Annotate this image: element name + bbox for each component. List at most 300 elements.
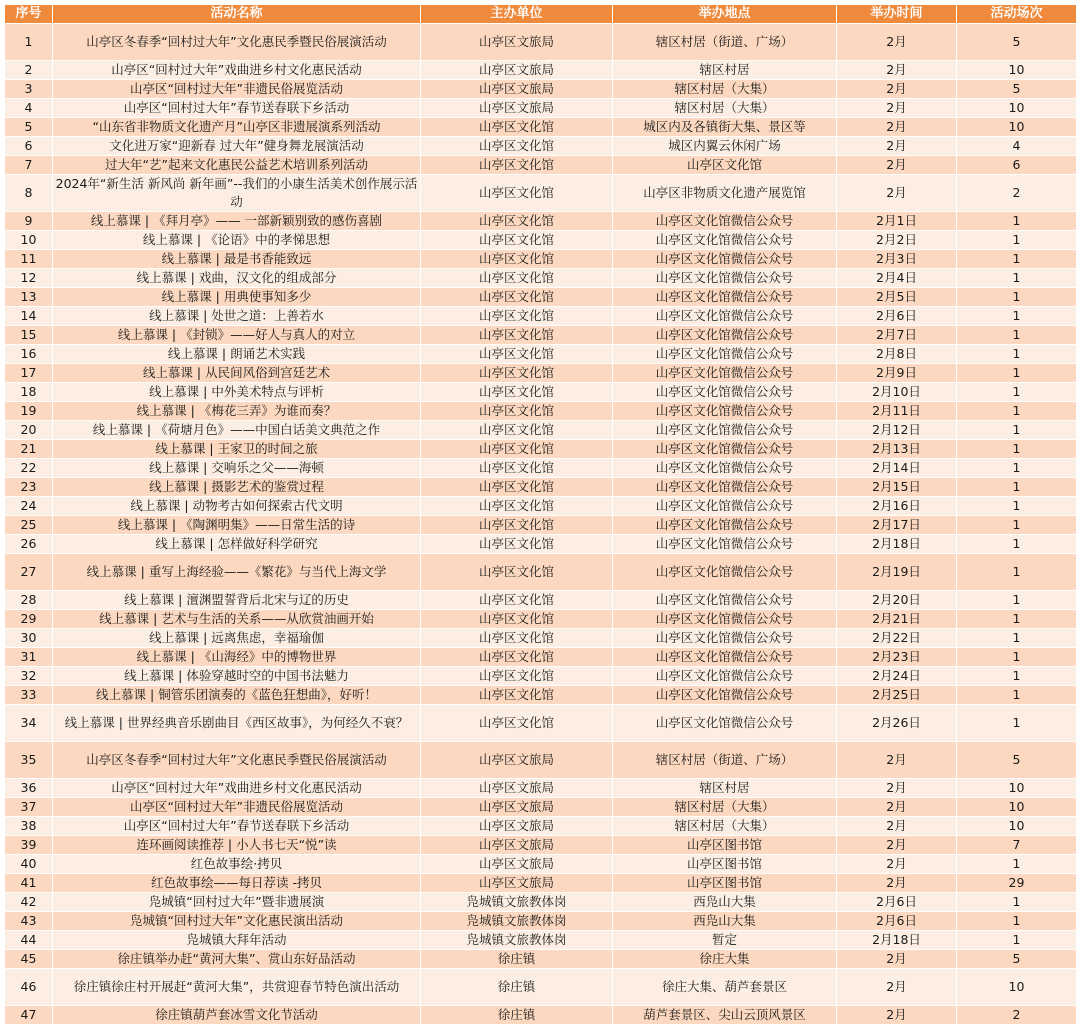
cell-activity-name: 徐庄镇举办赶“黄河大集”、赏山东好品活动	[53, 950, 421, 969]
cell-venue: 山亭区文化馆微信公众号	[613, 250, 837, 269]
table-row	[5, 686, 1077, 705]
table-row	[5, 610, 1077, 629]
cell-activity-name: 2024年“新生活 新风尚 新年画”--我们的小康生活美术创作展示活动	[53, 175, 421, 212]
table-row	[5, 893, 1077, 912]
cell-sessions: 1	[957, 364, 1077, 383]
table-row	[5, 24, 1077, 61]
cell-sessions: 2	[957, 175, 1077, 212]
cell-organizer: 山亭区文化馆	[421, 686, 613, 705]
cell-activity-name: 线上慕课 | 《陶渊明集》——日常生活的诗	[53, 516, 421, 535]
cell-organizer: 山亭区文化馆	[421, 705, 613, 742]
cell-organizer: 山亭区文旅局	[421, 80, 613, 99]
cell-sessions: 1	[957, 610, 1077, 629]
table-row	[5, 80, 1077, 99]
cell-sessions: 1	[957, 893, 1077, 912]
cell-organizer: 山亭区文化馆	[421, 307, 613, 326]
cell-date: 2月17日	[837, 516, 957, 535]
cell-date: 2月26日	[837, 705, 957, 742]
cell-organizer: 山亭区文化馆	[421, 591, 613, 610]
header-index: 序号	[5, 5, 53, 24]
cell-organizer: 山亭区文化馆	[421, 345, 613, 364]
cell-venue: 山亭区文化馆	[613, 156, 837, 175]
cell-index: 5	[5, 118, 53, 137]
cell-index: 12	[5, 269, 53, 288]
table-row	[5, 231, 1077, 250]
cell-date: 2月11日	[837, 402, 957, 421]
cell-sessions: 6	[957, 156, 1077, 175]
cell-sessions: 1	[957, 554, 1077, 591]
activity-table-sheet	[4, 4, 1076, 1025]
cell-activity-name: 线上慕课 | 《梅花三弄》为谁而奏？	[53, 402, 421, 421]
cell-venue: 山亭区文化馆微信公众号	[613, 554, 837, 591]
cell-activity-name: 线上慕课 | 重写上海经验——《繁花》与当代上海文学	[53, 554, 421, 591]
cell-activity-name: 线上慕课 | 摄影艺术的鉴赏过程	[53, 478, 421, 497]
cell-index: 13	[5, 288, 53, 307]
cell-venue: 山亭区图书馆	[613, 836, 837, 855]
cell-sessions: 1	[957, 648, 1077, 667]
table-row	[5, 798, 1077, 817]
cell-index: 8	[5, 175, 53, 212]
cell-index: 44	[5, 931, 53, 950]
cell-sessions: 1	[957, 402, 1077, 421]
cell-venue: 山亭区图书馆	[613, 874, 837, 893]
cell-activity-name: 线上慕课 | 动物考古如何探索古代文明	[53, 497, 421, 516]
cell-index: 11	[5, 250, 53, 269]
cell-activity-name: 红色故事绘——每日荐读 -拷贝	[53, 874, 421, 893]
cell-sessions: 1	[957, 629, 1077, 648]
cell-date: 2月24日	[837, 667, 957, 686]
cell-organizer: 山亭区文化馆	[421, 175, 613, 212]
table-row	[5, 459, 1077, 478]
cell-venue: 山亭区文化馆微信公众号	[613, 402, 837, 421]
cell-activity-name: 线上慕课 | 远离焦虑，幸福瑜伽	[53, 629, 421, 648]
table-row	[5, 912, 1077, 931]
cell-activity-name: 山亭区冬春季“回村过大年”文化惠民季暨民俗展演活动	[53, 742, 421, 779]
cell-organizer: 山亭区文旅局	[421, 742, 613, 779]
table-row	[5, 629, 1077, 648]
cell-date: 2月	[837, 118, 957, 137]
cell-venue: 辖区村居（大集）	[613, 817, 837, 836]
cell-date: 2月	[837, 950, 957, 969]
cell-activity-name: 线上慕课 | 澶渊盟誓背后北宋与辽的历史	[53, 591, 421, 610]
table-row	[5, 137, 1077, 156]
cell-activity-name: 线上慕课 | 世界经典音乐剧曲目《西区故事》，为何经久不衰？	[53, 705, 421, 742]
table-row	[5, 874, 1077, 893]
cell-venue: 山亭区文化馆微信公众号	[613, 364, 837, 383]
cell-activity-name: 线上慕课 | 朗诵艺术实践	[53, 345, 421, 364]
table-row	[5, 326, 1077, 345]
cell-venue: 山亭区文化馆微信公众号	[613, 478, 837, 497]
cell-date: 2月16日	[837, 497, 957, 516]
cell-organizer: 山亭区文化馆	[421, 250, 613, 269]
cell-organizer: 山亭区文化馆	[421, 667, 613, 686]
cell-organizer: 山亭区文化馆	[421, 269, 613, 288]
cell-venue: 山亭区文化馆微信公众号	[613, 212, 837, 231]
cell-index: 46	[5, 969, 53, 1006]
cell-sessions: 1	[957, 478, 1077, 497]
table-row	[5, 554, 1077, 591]
cell-activity-name: 山亭区“回村过大年”春节送春联下乡活动	[53, 99, 421, 118]
cell-activity-name: 线上慕课 | 用典使事知多少	[53, 288, 421, 307]
cell-index: 2	[5, 61, 53, 80]
cell-venue: 山亭区文化馆微信公众号	[613, 591, 837, 610]
table-row	[5, 99, 1077, 118]
cell-sessions: 1	[957, 667, 1077, 686]
cell-index: 15	[5, 326, 53, 345]
cell-venue: 辖区村居	[613, 61, 837, 80]
cell-index: 45	[5, 950, 53, 969]
cell-date: 2月3日	[837, 250, 957, 269]
cell-date: 2月	[837, 99, 957, 118]
cell-date: 2月15日	[837, 478, 957, 497]
cell-activity-name: 山亭区“回村过大年”戏曲进乡村文化惠民活动	[53, 61, 421, 80]
cell-activity-name: 凫城镇“回村过大年”文化惠民演出活动	[53, 912, 421, 931]
table-row	[5, 648, 1077, 667]
cell-date: 2月6日	[837, 893, 957, 912]
cell-venue: 山亭区文化馆微信公众号	[613, 686, 837, 705]
cell-activity-name: 线上慕课 | 艺术与生活的关系——从欣赏油画开始	[53, 610, 421, 629]
cell-index: 31	[5, 648, 53, 667]
cell-venue: 山亭区文化馆微信公众号	[613, 421, 837, 440]
cell-sessions: 1	[957, 440, 1077, 459]
cell-organizer: 山亭区文旅局	[421, 874, 613, 893]
cell-sessions: 1	[957, 421, 1077, 440]
cell-sessions: 1	[957, 912, 1077, 931]
table-row	[5, 969, 1077, 1006]
cell-venue: 山亭区文化馆微信公众号	[613, 705, 837, 742]
cell-activity-name: 线上慕课 | 铜管乐团演奏的《蓝色狂想曲》，好听！	[53, 686, 421, 705]
cell-sessions: 10	[957, 779, 1077, 798]
cell-activity-name: 线上慕课 | 怎样做好科学研究	[53, 535, 421, 554]
cell-organizer: 山亭区文化馆	[421, 629, 613, 648]
table-row	[5, 1006, 1077, 1025]
cell-venue: 辖区村居	[613, 779, 837, 798]
cell-date: 2月20日	[837, 591, 957, 610]
cell-sessions: 5	[957, 80, 1077, 99]
cell-date: 2月	[837, 80, 957, 99]
cell-organizer: 山亭区文旅局	[421, 817, 613, 836]
cell-organizer: 凫城镇文旅教体岗	[421, 893, 613, 912]
table-row	[5, 779, 1077, 798]
table-row	[5, 478, 1077, 497]
cell-sessions: 1	[957, 459, 1077, 478]
cell-venue: 山亭区文化馆微信公众号	[613, 459, 837, 478]
cell-index: 30	[5, 629, 53, 648]
cell-date: 2月9日	[837, 364, 957, 383]
cell-activity-name: 红色故事绘·拷贝	[53, 855, 421, 874]
cell-date: 2月14日	[837, 459, 957, 478]
header-row	[5, 5, 1077, 24]
header-sessions: 活动场次	[957, 5, 1077, 24]
cell-venue: 葫芦套景区、尖山云顶风景区	[613, 1006, 837, 1025]
cell-sessions: 10	[957, 99, 1077, 118]
cell-activity-name: 线上慕课 | 王家卫的时间之旅	[53, 440, 421, 459]
cell-index: 40	[5, 855, 53, 874]
cell-index: 34	[5, 705, 53, 742]
cell-date: 2月8日	[837, 345, 957, 364]
cell-organizer: 山亭区文化馆	[421, 118, 613, 137]
cell-organizer: 山亭区文化馆	[421, 459, 613, 478]
cell-sessions: 10	[957, 118, 1077, 137]
cell-date: 2月19日	[837, 554, 957, 591]
cell-index: 42	[5, 893, 53, 912]
cell-venue: 山亭区文化馆微信公众号	[613, 440, 837, 459]
cell-activity-name: 线上慕课 | 《拜月亭》—— 一部新颖别致的感伤喜剧	[53, 212, 421, 231]
cell-index: 9	[5, 212, 53, 231]
cell-sessions: 5	[957, 742, 1077, 779]
cell-date: 2月	[837, 742, 957, 779]
cell-venue: 城区内及各镇街大集、景区等	[613, 118, 837, 137]
cell-activity-name: 线上慕课 | 交响乐之父——海顿	[53, 459, 421, 478]
cell-sessions: 1	[957, 326, 1077, 345]
cell-venue: 辖区村居（街道、广场）	[613, 24, 837, 61]
cell-date: 2月	[837, 874, 957, 893]
cell-activity-name: 凫城镇“回村过大年”暨非遗展演	[53, 893, 421, 912]
cell-sessions: 10	[957, 798, 1077, 817]
cell-sessions: 4	[957, 137, 1077, 156]
cell-date: 2月	[837, 798, 957, 817]
cell-sessions: 1	[957, 535, 1077, 554]
cell-organizer: 山亭区文化馆	[421, 326, 613, 345]
cell-venue: 西凫山大集	[613, 912, 837, 931]
cell-activity-name: 徐庄镇葫芦套冰雪文化节活动	[53, 1006, 421, 1025]
table-row	[5, 931, 1077, 950]
table-row	[5, 817, 1077, 836]
cell-sessions: 1	[957, 307, 1077, 326]
cell-venue: 山亭区文化馆微信公众号	[613, 383, 837, 402]
cell-activity-name: 山亭区“回村过大年”非遗民俗展览活动	[53, 798, 421, 817]
cell-venue: 辖区村居（大集）	[613, 80, 837, 99]
cell-organizer: 凫城镇文旅教体岗	[421, 912, 613, 931]
cell-organizer: 徐庄镇	[421, 969, 613, 1006]
cell-organizer: 徐庄镇	[421, 950, 613, 969]
cell-sessions: 1	[957, 250, 1077, 269]
cell-sessions: 1	[957, 516, 1077, 535]
table-row	[5, 212, 1077, 231]
cell-index: 23	[5, 478, 53, 497]
cell-activity-name: “山东省非物质文化遗产月”山亭区非遗展演系列活动	[53, 118, 421, 137]
cell-activity-name: 山亭区冬春季“回村过大年”文化惠民季暨民俗展演活动	[53, 24, 421, 61]
cell-date: 2月7日	[837, 326, 957, 345]
cell-index: 29	[5, 610, 53, 629]
cell-index: 21	[5, 440, 53, 459]
table-row	[5, 855, 1077, 874]
cell-organizer: 山亭区文化馆	[421, 402, 613, 421]
cell-venue: 辖区村居（街道、广场）	[613, 742, 837, 779]
cell-date: 2月10日	[837, 383, 957, 402]
cell-activity-name: 线上慕课 | 《荷塘月色》——中国白话美文典范之作	[53, 421, 421, 440]
cell-activity-name: 山亭区“回村过大年”戏曲进乡村文化惠民活动	[53, 779, 421, 798]
cell-sessions: 1	[957, 345, 1077, 364]
cell-index: 10	[5, 231, 53, 250]
cell-date: 2月	[837, 156, 957, 175]
cell-date: 2月	[837, 779, 957, 798]
cell-index: 19	[5, 402, 53, 421]
table-row	[5, 742, 1077, 779]
cell-date: 2月13日	[837, 440, 957, 459]
table-row	[5, 440, 1077, 459]
cell-sessions: 1	[957, 705, 1077, 742]
cell-activity-name: 线上慕课 | 《封锁》——好人与真人的对立	[53, 326, 421, 345]
cell-venue: 山亭区非物质文化遗产展览馆	[613, 175, 837, 212]
cell-sessions: 1	[957, 855, 1077, 874]
table-row	[5, 156, 1077, 175]
cell-venue: 辖区村居（大集）	[613, 798, 837, 817]
cell-organizer: 山亭区文化馆	[421, 137, 613, 156]
table-row	[5, 421, 1077, 440]
cell-activity-name: 山亭区“回村过大年”春节送春联下乡活动	[53, 817, 421, 836]
cell-venue: 山亭区文化馆微信公众号	[613, 610, 837, 629]
cell-index: 4	[5, 99, 53, 118]
cell-venue: 山亭区图书馆	[613, 855, 837, 874]
table-row	[5, 61, 1077, 80]
table-row	[5, 345, 1077, 364]
table-row	[5, 836, 1077, 855]
cell-activity-name: 线上慕课 | 戏曲，汉文化的组成部分	[53, 269, 421, 288]
header-venue: 举办地点	[613, 5, 837, 24]
cell-activity-name: 徐庄镇徐庄村开展赶“黄河大集”，共赏迎春节特色演出活动	[53, 969, 421, 1006]
cell-venue: 山亭区文化馆微信公众号	[613, 345, 837, 364]
cell-sessions: 1	[957, 269, 1077, 288]
cell-activity-name: 连环画阅读推荐 | 小人书七天“悦”读	[53, 836, 421, 855]
header-activity-name: 活动名称	[53, 5, 421, 24]
cell-date: 2月18日	[837, 535, 957, 554]
table-row	[5, 516, 1077, 535]
table-body	[5, 24, 1077, 1025]
cell-date: 2月	[837, 1006, 957, 1025]
cell-index: 18	[5, 383, 53, 402]
cell-activity-name: 线上慕课 | 中外美术特点与评析	[53, 383, 421, 402]
cell-organizer: 山亭区文旅局	[421, 798, 613, 817]
cell-index: 27	[5, 554, 53, 591]
cell-date: 2月	[837, 175, 957, 212]
cell-organizer: 山亭区文化馆	[421, 156, 613, 175]
cell-sessions: 1	[957, 288, 1077, 307]
cell-venue: 山亭区文化馆微信公众号	[613, 667, 837, 686]
cell-index: 16	[5, 345, 53, 364]
cell-sessions: 10	[957, 61, 1077, 80]
header-date: 举办时间	[837, 5, 957, 24]
cell-index: 43	[5, 912, 53, 931]
cell-index: 17	[5, 364, 53, 383]
cell-index: 22	[5, 459, 53, 478]
cell-index: 33	[5, 686, 53, 705]
cell-sessions: 5	[957, 950, 1077, 969]
table-row	[5, 175, 1077, 212]
cell-venue: 城区内翼云休闲广场	[613, 137, 837, 156]
cell-index: 1	[5, 24, 53, 61]
cell-date: 2月	[837, 969, 957, 1006]
cell-date: 2月	[837, 836, 957, 855]
cell-index: 36	[5, 779, 53, 798]
cell-organizer: 山亭区文旅局	[421, 836, 613, 855]
cell-sessions: 1	[957, 591, 1077, 610]
cell-sessions: 1	[957, 497, 1077, 516]
cell-organizer: 山亭区文化馆	[421, 497, 613, 516]
table-row	[5, 250, 1077, 269]
cell-sessions: 1	[957, 231, 1077, 250]
cell-activity-name: 线上慕课 | 最是书香能致远	[53, 250, 421, 269]
cell-index: 6	[5, 137, 53, 156]
cell-activity-name: 过大年“艺”起来文化惠民公益艺术培训系列活动	[53, 156, 421, 175]
cell-venue: 西凫山大集	[613, 893, 837, 912]
table-row	[5, 591, 1077, 610]
table-row	[5, 950, 1077, 969]
cell-organizer: 山亭区文旅局	[421, 24, 613, 61]
cell-organizer: 山亭区文化馆	[421, 288, 613, 307]
cell-organizer: 山亭区文化馆	[421, 440, 613, 459]
cell-venue: 徐庄大集	[613, 950, 837, 969]
cell-venue: 暂定	[613, 931, 837, 950]
cell-index: 3	[5, 80, 53, 99]
cell-date: 2月12日	[837, 421, 957, 440]
cell-index: 35	[5, 742, 53, 779]
cell-organizer: 山亭区文化馆	[421, 478, 613, 497]
cell-activity-name: 线上慕课 | 《论语》中的孝悌思想	[53, 231, 421, 250]
cell-venue: 山亭区文化馆微信公众号	[613, 629, 837, 648]
table-row	[5, 118, 1077, 137]
cell-organizer: 徐庄镇	[421, 1006, 613, 1025]
cell-date: 2月5日	[837, 288, 957, 307]
table-row	[5, 402, 1077, 421]
cell-index: 41	[5, 874, 53, 893]
cell-venue: 徐庄大集、葫芦套景区	[613, 969, 837, 1006]
cell-sessions: 29	[957, 874, 1077, 893]
table-row	[5, 307, 1077, 326]
cell-organizer: 山亭区文化馆	[421, 516, 613, 535]
table-row	[5, 364, 1077, 383]
cell-sessions: 10	[957, 817, 1077, 836]
cell-date: 2月6日	[837, 307, 957, 326]
cell-date: 2月23日	[837, 648, 957, 667]
cell-index: 25	[5, 516, 53, 535]
cell-organizer: 山亭区文化馆	[421, 535, 613, 554]
cell-index: 24	[5, 497, 53, 516]
cell-date: 2月4日	[837, 269, 957, 288]
cell-activity-name: 线上慕课 | 体验穿越时空的中国书法魅力	[53, 667, 421, 686]
cell-sessions: 10	[957, 969, 1077, 1006]
cell-date: 2月22日	[837, 629, 957, 648]
cell-venue: 山亭区文化馆微信公众号	[613, 288, 837, 307]
cell-date: 2月6日	[837, 912, 957, 931]
cell-index: 47	[5, 1006, 53, 1025]
cell-organizer: 山亭区文化馆	[421, 421, 613, 440]
cell-index: 32	[5, 667, 53, 686]
cell-activity-name: 文化进万家“迎新春 过大年”健身舞龙展演活动	[53, 137, 421, 156]
cell-organizer: 山亭区文化馆	[421, 231, 613, 250]
table-row	[5, 383, 1077, 402]
cell-activity-name: 线上慕课 | 处世之道：上善若水	[53, 307, 421, 326]
cell-organizer: 山亭区文化馆	[421, 383, 613, 402]
cell-organizer: 山亭区文旅局	[421, 99, 613, 118]
table-row	[5, 269, 1077, 288]
cell-sessions: 1	[957, 212, 1077, 231]
cell-activity-name: 线上慕课 | 从民间风俗到宫廷艺术	[53, 364, 421, 383]
cell-index: 26	[5, 535, 53, 554]
cell-index: 39	[5, 836, 53, 855]
cell-venue: 山亭区文化馆微信公众号	[613, 648, 837, 667]
cell-organizer: 山亭区文化馆	[421, 648, 613, 667]
cell-activity-name: 凫城镇大拜年活动	[53, 931, 421, 950]
cell-activity-name: 线上慕课 | 《山海经》中的博物世界	[53, 648, 421, 667]
cell-organizer: 凫城镇文旅教体岗	[421, 931, 613, 950]
cell-date: 2月	[837, 24, 957, 61]
table-row	[5, 497, 1077, 516]
cell-venue: 山亭区文化馆微信公众号	[613, 497, 837, 516]
cell-date: 2月	[837, 855, 957, 874]
cell-date: 2月25日	[837, 686, 957, 705]
cell-venue: 山亭区文化馆微信公众号	[613, 307, 837, 326]
